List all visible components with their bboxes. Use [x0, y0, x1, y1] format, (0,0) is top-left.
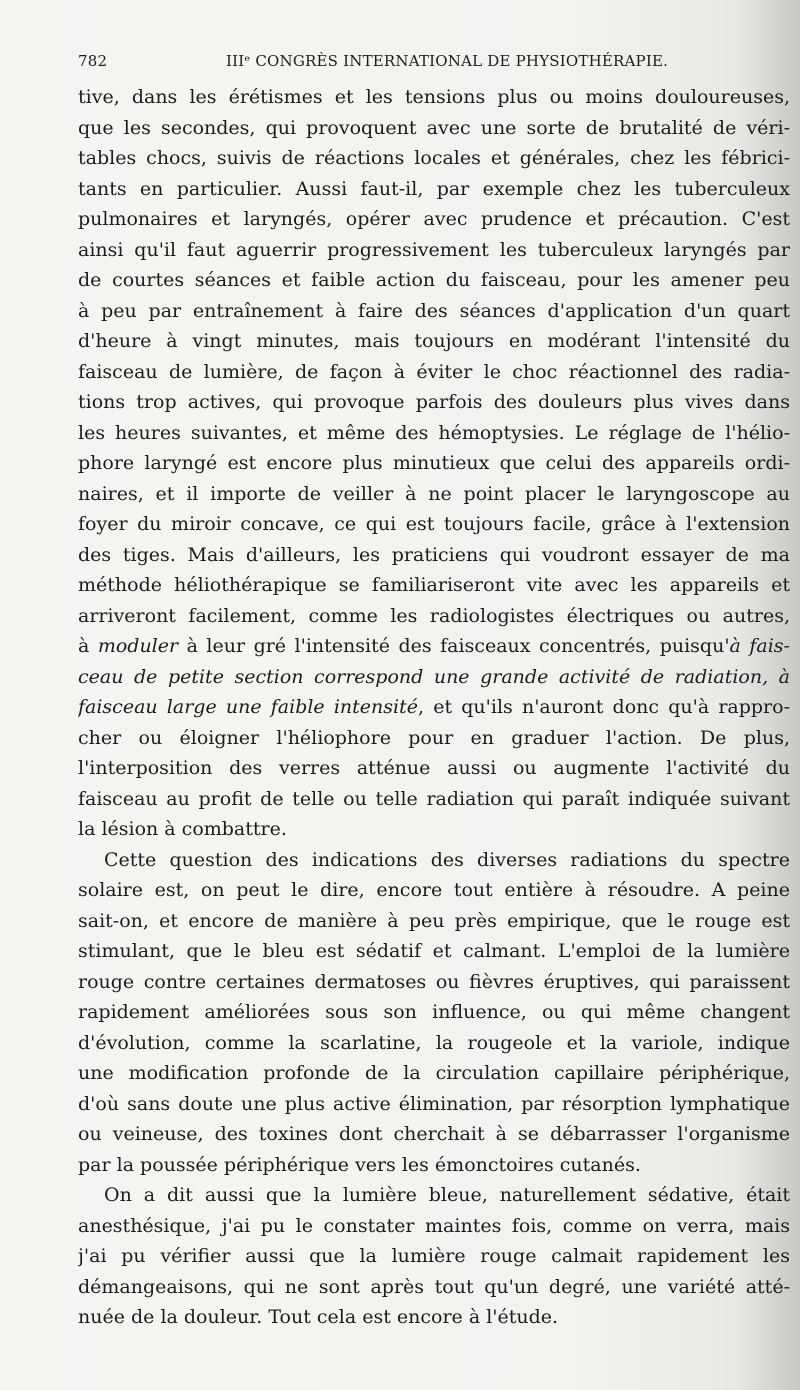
- text-line: l'interposition des verres atténue aussi ou augmente l'activité du: [78, 757, 790, 779]
- text-line: tables chocs, suivis de réactions locales et générales, chez les fébrici-: [78, 147, 790, 169]
- text-line: une modification profonde de la circulation capillaire périphérique,: [78, 1062, 790, 1084]
- italic-segment: à fais-: [729, 635, 790, 657]
- text-line: cher ou éloigner l'héliophore pour en graduer l'action. De plus,: [78, 726, 790, 749]
- text-segment: à leur gré l'intensité des faisceaux concentrés, puisqu': [178, 635, 730, 657]
- text-line: faisceau de lumière, de façon à éviter le choc réactionnel des radia-: [78, 360, 790, 383]
- text-line: j'ai pu vérifier aussi que la lumière rouge calmait rapidement les: [78, 1245, 790, 1267]
- text-line: ainsi qu'il faut aguerrir progressivement les tuberculeux laryngés par: [78, 238, 790, 261]
- text-line: d'où sans doute une plus active élimination, par résorption lymphatique: [78, 1092, 790, 1115]
- text-line: ou veineuse, des toxines dont cherchait à se débarrasser l'organisme: [78, 1123, 790, 1145]
- text-line-paragraph-end: par la poussée périphérique vers les émonctoires cutanés.: [78, 1153, 641, 1176]
- text-line-moduler: [78, 631, 790, 662]
- text-line: faisceau au profit de telle ou telle radiation qui paraît indiquée suivant: [78, 787, 790, 810]
- text-line: d'heure à vingt minutes, mais toujours en modérant l'intensité du: [78, 330, 790, 352]
- text-line-paragraph-start: On a dit aussi que la lumière bleue, naturellement sédative, était: [104, 1184, 790, 1206]
- text-line: rapidement améliorées sous son influence, ou qui même changent: [78, 1001, 790, 1023]
- text-line: phore laryngé est encore plus minutieux que celui des appareils ordi-: [78, 452, 790, 474]
- text-line: que les secondes, qui provoquent avec une sorte de brutalité de véri-: [78, 116, 790, 139]
- text-segment: , et qu'ils n'auront donc qu'à rappro-: [418, 696, 790, 718]
- text-line: des tiges. Mais d'ailleurs, les praticiens qui voudront essayer de ma: [78, 543, 790, 566]
- text-line: tants en particulier. Aussi faut-il, par exemple chez les tuberculeux: [78, 177, 790, 200]
- text-segment: à: [78, 635, 98, 657]
- text-line: foyer du miroir concave, ce qui est toujours facile, grâce à l'extension: [78, 513, 790, 535]
- italic-segment: faisceau large une faible intensité: [78, 696, 418, 718]
- text-line: naires, et il importe de veiller à ne point placer le laryngoscope au: [78, 482, 790, 505]
- text-line: d'évolution, comme la scarlatine, la rougeole et la variole, indique: [78, 1031, 790, 1054]
- text-line: démangeaisons, qui ne sont après tout qu'un degré, une variété atté-: [78, 1275, 790, 1298]
- text-line: tions trop actives, qui provoque parfois des douleurs plus vives dans: [78, 391, 790, 413]
- text-line: arriveront facilement, comme les radiologistes électriques ou autres,: [78, 604, 790, 627]
- italic-segment: moduler: [97, 635, 179, 657]
- body-text: [78, 82, 790, 1333]
- text-line-mixed: [78, 692, 790, 723]
- text-line: méthode héliothérapique se familiariseront vite avec les appareils et: [78, 574, 790, 596]
- text-line: les heures suivantes, et même des hémoptysies. Le réglage de l'hélio-: [78, 421, 790, 444]
- page-number: 782: [78, 52, 108, 70]
- text-line: pulmonaires et laryngés, opérer avec prudence et précaution. C'est: [78, 208, 790, 230]
- text-line-paragraph-start: Cette question des indications des diverses radiations du spectre: [104, 848, 790, 871]
- text-line: sait-on, et encore de manière à peu près empirique, que le rouge est: [78, 909, 790, 932]
- text-line-paragraph-end: nuée de la douleur. Tout cela est encore à l'étude.: [78, 1306, 559, 1328]
- text-line-paragraph-end: la lésion à combattre.: [78, 818, 287, 840]
- text-line: solaire est, on peut le dire, encore tout entière à résoudre. A peine: [78, 879, 790, 901]
- running-title: IIIᵉ CONGRÈS INTERNATIONAL DE PHYSIOTHÉRAPIE.: [226, 52, 669, 70]
- text-line-italic: ceau de petite section correspond une grande activité de radiation, à: [78, 665, 790, 688]
- text-line: anesthésique, j'ai pu le constater maintes fois, comme on verra, mais: [78, 1214, 790, 1237]
- text-line: stimulant, que le bleu est sédatif et calmant. L'emploi de la lumière: [78, 940, 790, 962]
- text-line: à peu par entraînement à faire des séances d'application d'un quart: [78, 299, 790, 322]
- text-line: de courtes séances et faible action du faisceau, pour les amener peu: [78, 269, 790, 291]
- text-line: rouge contre certaines dermatoses ou fièvres éruptives, qui paraissent: [78, 970, 790, 993]
- text-line: tive, dans les érétismes et les tensions plus ou moins douloureuses,: [78, 86, 790, 108]
- page-header: [78, 52, 778, 72]
